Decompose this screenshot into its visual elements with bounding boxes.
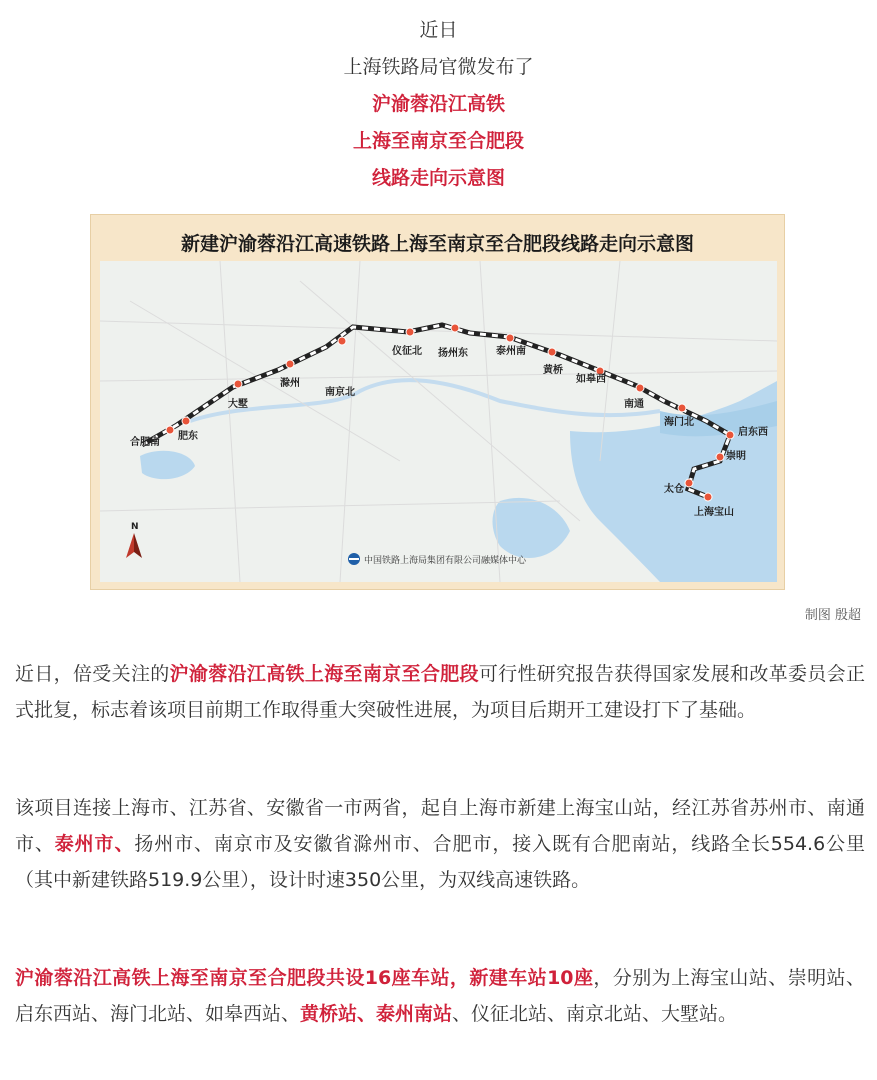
map-title: 新建沪渝蓉沿江高速铁路上海至南京至合肥段线路走向示意图: [180, 233, 694, 255]
p2-highlight: 泰州市、: [54, 833, 135, 855]
station-dot-taicang: [685, 479, 693, 487]
header-line-2: 上海铁路局官微发布了: [343, 56, 534, 78]
station-label-taizhounan: 泰州南: [496, 346, 526, 357]
p3-highlight-a: 沪渝蓉沿江高铁上海至南京至合肥段共设16座车站，新建车站10座: [15, 967, 594, 989]
station-label-nantong: 南通: [624, 399, 644, 410]
station-dot-dashu: [234, 380, 242, 388]
header-line-5: 线路走向示意图: [371, 167, 505, 189]
header-line-4: 上海至南京至合肥段: [352, 130, 524, 152]
p3-text-d: 、仪征北站、南京北站、大墅站。: [452, 1003, 738, 1025]
station-label-haimenbei: 海门北: [664, 417, 694, 428]
station-label-dashu: 大墅: [228, 399, 248, 410]
p2-text-c: 扬州市、南京市及安徽省滁州市、合肥市，接入既有合肥南站，线路全长554.6公里（其中新建铁路519.9公里），设计时速350公里，为双线高速铁路。: [15, 833, 865, 891]
station-label-taicang: 太仓: [664, 484, 684, 495]
station-label-chuzhou: 滁州: [280, 378, 300, 389]
header-line-1: 近日: [419, 19, 458, 41]
station-label-huangqiao: 黄桥: [543, 365, 563, 376]
station-dot-hefeinan: [166, 426, 174, 434]
station-dot-feidong: [182, 417, 190, 425]
station-label-shanghaibaoshan: 上海宝山: [694, 507, 734, 518]
station-label-chongming: 崇明: [726, 451, 746, 462]
station-label-yizhengbei: 仪征北: [392, 346, 422, 357]
header-line-3: 沪渝蓉沿江高铁: [371, 93, 505, 115]
station-dot-qidongxi: [726, 431, 734, 439]
station-dot-yizhengbei: [406, 328, 414, 336]
station-dot-nantong: [636, 384, 644, 392]
paragraph-3: [15, 960, 865, 1032]
station-label-qidongxi: 启东西: [738, 427, 768, 438]
route-map: [100, 261, 777, 582]
p3-highlight-c: 黄桥站、泰州南站: [300, 1003, 453, 1025]
paragraph-2: [15, 790, 865, 898]
station-dot-haimenbei: [678, 404, 686, 412]
map-svg: [100, 261, 777, 582]
station-dot-shanghaibaoshan: [704, 493, 712, 501]
station-dot-huangqiao: [548, 348, 556, 356]
paragraph-1: [15, 656, 865, 728]
station-dot-chuzhou: [286, 360, 294, 368]
station-label-nanjingbei: 南京北: [325, 387, 355, 398]
station-dot-chongming: [716, 453, 724, 461]
logo-text: 中国铁路上海局集团有限公司融媒体中心: [364, 556, 527, 566]
station-dot-nanjingbei: [338, 337, 346, 345]
route-map-figure: [90, 214, 785, 590]
image-credit: 制图 殷超: [804, 608, 861, 623]
station-label-yangzhoudong: 扬州东: [438, 348, 468, 359]
north-label: N: [131, 522, 139, 532]
station-dot-yangzhoudong: [451, 324, 459, 332]
station-dot-taizhounan: [506, 334, 514, 342]
p1-text-a: 近日，倍受关注的: [15, 663, 170, 685]
p1-text-c: 可行性研究报告获得国家发展和改革委员会正式批复，标志着该项目前期工作取得重大突破性进展，为项目后期开工建设打下了基础。: [15, 663, 865, 721]
station-label-hefeinan: 合肥南: [130, 437, 160, 448]
p3-text-b: ，分别为上海宝山站、崇明站、启东西站、海门北站、如皋西站、: [15, 967, 865, 1025]
station-label-feidong: 肥东: [178, 431, 198, 442]
p1-highlight: 沪渝蓉沿江高铁上海至南京至合肥段: [169, 663, 479, 685]
p2-text-a: 该项目连接上海市、江苏省、安徽省一市两省，起自上海市新建上海宝山站，经江苏省苏州市、南通市、: [15, 797, 865, 855]
station-label-rugaoxi: 如皋西: [576, 374, 606, 385]
